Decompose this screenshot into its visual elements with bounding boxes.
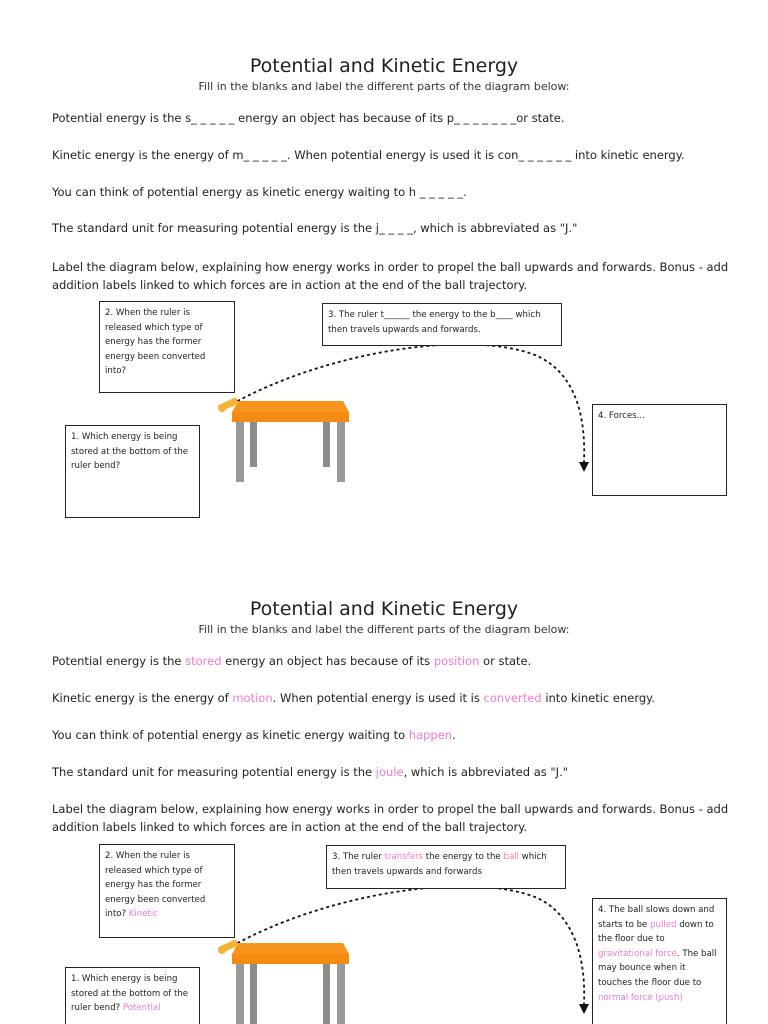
worksheet-subtitle: Fill in the blanks and label the different parts of the diagram below: bbox=[198, 80, 570, 93]
worksheet-title: Potential and Kinetic Energy bbox=[249, 55, 519, 77]
arrowhead-icon bbox=[579, 1004, 589, 1014]
answers-label-instructions: Label the diagram below, explaining how energy works in order to propel the ball upwards and forwards. Bonus - add addition labels linked to which forces are in action at the end of the ball trajectory. bbox=[52, 802, 729, 834]
worksheet-box-4: 4. Forces... bbox=[592, 404, 727, 496]
answers-box-2: 2. When the ruler is released which type of energy has the former energy been converted into? Kinetic bbox=[99, 844, 235, 938]
worksheet-question-4: The standard unit for measuring potential energy is the j_ _ _ _, which is abbreviated as "J." bbox=[52, 221, 578, 235]
worksheet-question-2: Kinetic energy is the energy of m_ _ _ _ _. When potential energy is used it is con_ _ _ _ _ _ into kinetic energy. bbox=[52, 148, 685, 162]
answers-box-3: 3. The ruler transfers the energy to the ball which then travels upwards and forwards bbox=[326, 845, 566, 889]
worksheet-question-3: You can think of potential energy as kinetic energy waiting to h _ _ _ _ _. bbox=[52, 185, 467, 199]
table-icon bbox=[232, 943, 349, 1024]
worksheet-question-1: Potential energy is the s_ _ _ _ _ energy an object has because of its p_ _ _ _ _ _ _or state. bbox=[52, 111, 565, 125]
answers-title: Potential and Kinetic Energy bbox=[249, 598, 519, 620]
answers-box-4: 4. The ball slows down and starts to be pulled down to the floor due to gravitational force. The ball may bounce when it touches the floor due to normal force (push) bbox=[592, 898, 727, 1024]
answers-question-1: Potential energy is the stored energy an object has because of its position or state. bbox=[52, 654, 532, 668]
worksheet-label-instructions: Label the diagram below, explaining how energy works in order to propel the ball upwards and forwards. Bonus - add addition labels linked to which forces are in action at the end of the ball trajectory. bbox=[52, 260, 729, 292]
answers-subtitle: Fill in the blanks and label the different parts of the diagram below: bbox=[198, 623, 570, 636]
answers-question-2: Kinetic energy is the energy of motion. When potential energy is used it is converted into kinetic energy. bbox=[52, 691, 655, 705]
worksheet-box-1: 1. Which energy is being stored at the bottom of the ruler bend? bbox=[65, 425, 200, 518]
worksheet-box-3: 3. The ruler t______ the energy to the b____ which then travels upwards and forwards. bbox=[322, 303, 562, 346]
answers-box-1: 1. Which energy is being stored at the bottom of the ruler bend? Potential bbox=[65, 967, 200, 1024]
worksheet-box-2: 2. When the ruler is released which type of energy has the former energy been converted into? bbox=[99, 301, 235, 393]
answers-question-4: The standard unit for measuring potential energy is the joule, which is abbreviated as "J." bbox=[52, 765, 569, 779]
answers-question-3: You can think of potential energy as kinetic energy waiting to happen. bbox=[52, 728, 456, 742]
